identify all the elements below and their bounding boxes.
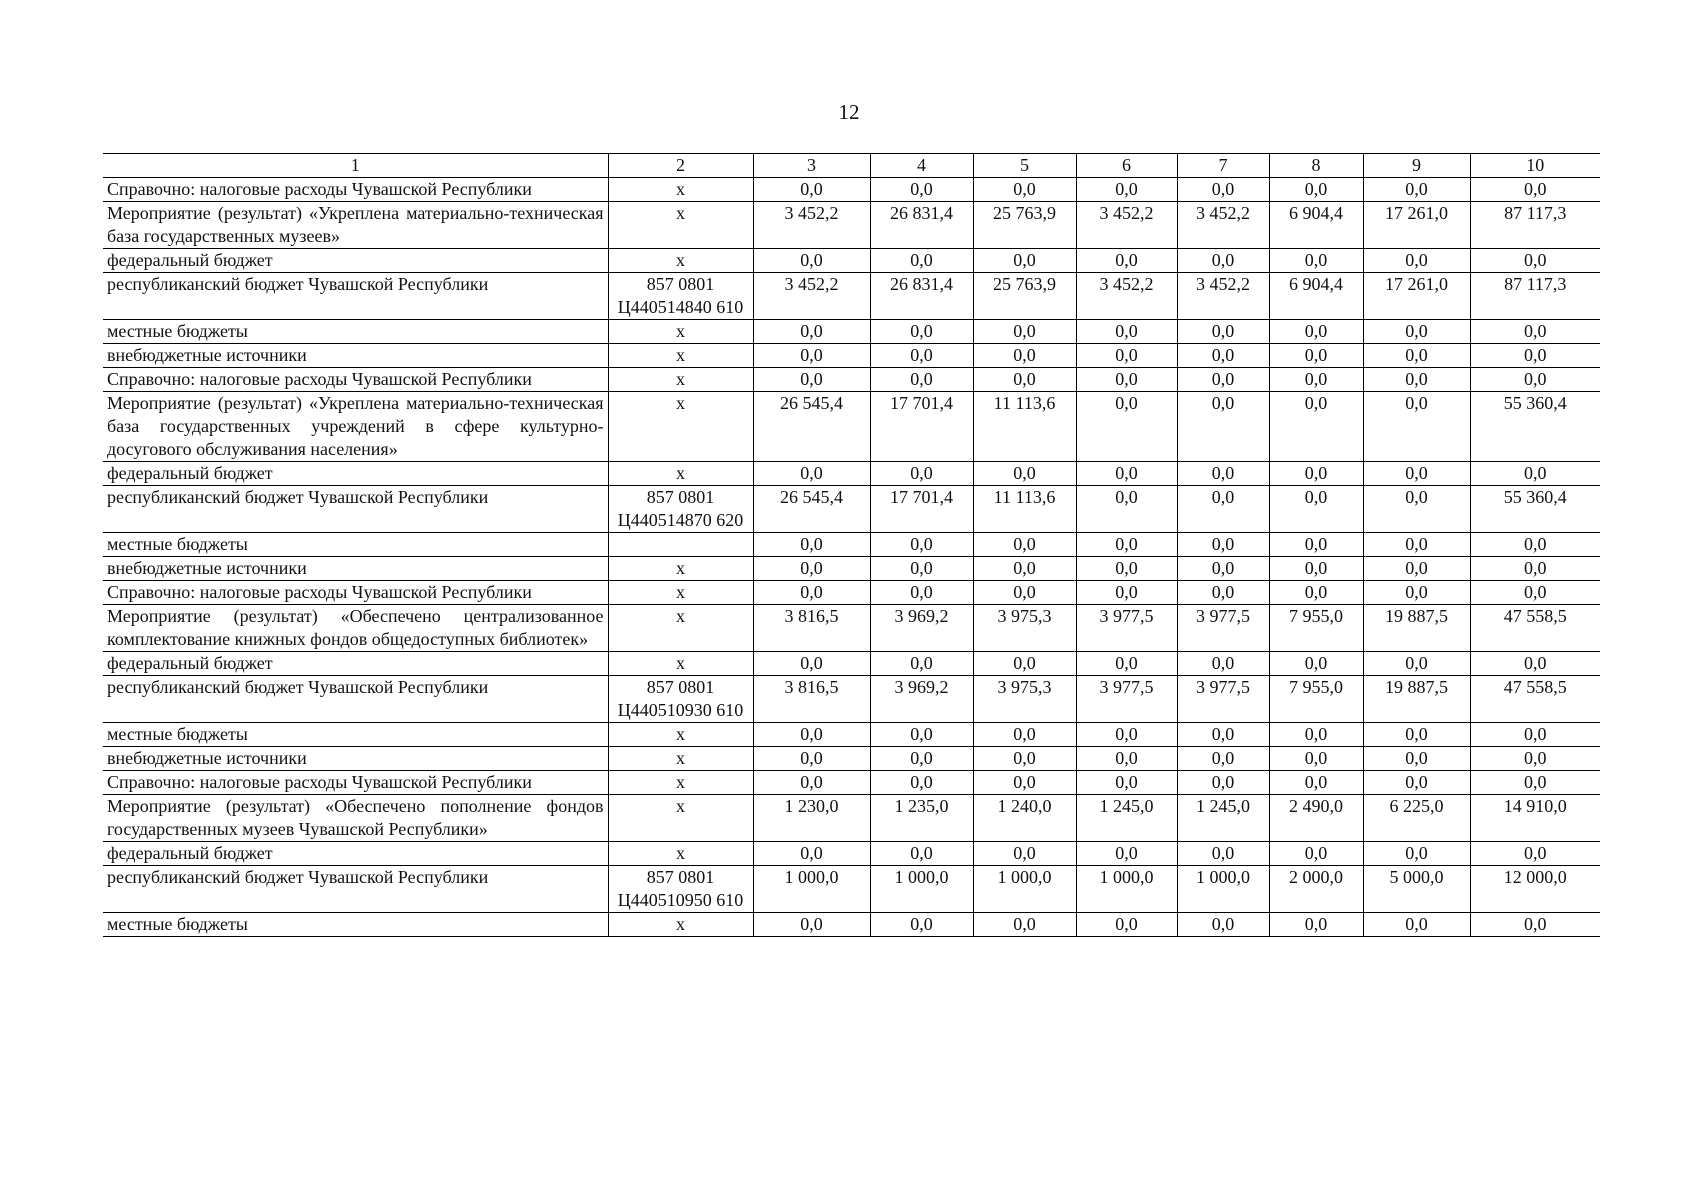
row-name-cell: федеральный бюджет xyxy=(103,842,608,866)
value-cell-col-3: 0,0 xyxy=(753,842,870,866)
value-cell-col-7: 3 977,5 xyxy=(1177,605,1269,652)
value-cell-col-4: 0,0 xyxy=(870,368,973,392)
header-cell: 4 xyxy=(870,154,973,178)
value-cell-col-7: 0,0 xyxy=(1177,652,1269,676)
table-row xyxy=(103,368,1600,392)
value-cell-col-4: 0,0 xyxy=(870,747,973,771)
value-cell-col-3: 26 545,4 xyxy=(753,392,870,462)
value-cell-col-9: 17 261,0 xyxy=(1363,273,1470,320)
value-cell-col-4: 3 969,2 xyxy=(870,676,973,723)
value-cell-col-10: 0,0 xyxy=(1470,771,1600,795)
value-cell-col-7: 3 452,2 xyxy=(1177,273,1269,320)
table-row xyxy=(103,392,1600,462)
value-cell-col-7: 0,0 xyxy=(1177,368,1269,392)
value-cell-col-10: 55 360,4 xyxy=(1470,486,1600,533)
value-cell-col-9: 19 887,5 xyxy=(1363,605,1470,652)
budget-code-cell: х xyxy=(608,652,753,676)
value-cell-col-4: 0,0 xyxy=(870,320,973,344)
budget-code-cell: х xyxy=(608,249,753,273)
value-cell-col-7: 0,0 xyxy=(1177,249,1269,273)
row-name-cell: местные бюджеты xyxy=(103,913,608,937)
value-cell-col-5: 0,0 xyxy=(973,581,1076,605)
value-cell-col-3: 0,0 xyxy=(753,533,870,557)
budget-code-cell: х xyxy=(608,605,753,652)
budget-code-cell: х xyxy=(608,581,753,605)
budget-code-cell: х xyxy=(608,320,753,344)
value-cell-col-8: 0,0 xyxy=(1269,723,1363,747)
value-cell-col-5: 3 975,3 xyxy=(973,676,1076,723)
value-cell-col-4: 0,0 xyxy=(870,842,973,866)
value-cell-col-7: 0,0 xyxy=(1177,344,1269,368)
budget-code-cell: х xyxy=(608,747,753,771)
value-cell-col-9: 0,0 xyxy=(1363,723,1470,747)
value-cell-col-7: 0,0 xyxy=(1177,747,1269,771)
table-row xyxy=(103,581,1600,605)
value-cell-col-6: 0,0 xyxy=(1076,842,1177,866)
value-cell-col-7: 0,0 xyxy=(1177,392,1269,462)
value-cell-col-4: 0,0 xyxy=(870,771,973,795)
value-cell-col-4: 17 701,4 xyxy=(870,486,973,533)
value-cell-col-8: 0,0 xyxy=(1269,249,1363,273)
value-cell-col-8: 2 000,0 xyxy=(1269,866,1363,913)
value-cell-col-3: 0,0 xyxy=(753,913,870,937)
table-row xyxy=(103,486,1600,533)
value-cell-col-9: 0,0 xyxy=(1363,368,1470,392)
value-cell-col-3: 3 452,2 xyxy=(753,202,870,249)
row-name-cell: местные бюджеты xyxy=(103,723,608,747)
value-cell-col-8: 2 490,0 xyxy=(1269,795,1363,842)
value-cell-col-5: 0,0 xyxy=(973,368,1076,392)
value-cell-col-10: 0,0 xyxy=(1470,368,1600,392)
budget-code-cell: 857 0801 Ц440510950 610 xyxy=(608,866,753,913)
budget-code-cell: 857 0801 Ц440514870 620 xyxy=(608,486,753,533)
value-cell-col-8: 6 904,4 xyxy=(1269,273,1363,320)
value-cell-col-6: 3 977,5 xyxy=(1076,676,1177,723)
row-name-cell: республиканский бюджет Чувашской Республики xyxy=(103,273,608,320)
table-row xyxy=(103,273,1600,320)
value-cell-col-6: 3 452,2 xyxy=(1076,202,1177,249)
row-name-cell: Мероприятие (результат) «Обеспечено централизованное комплектование книжных фондов общедоступных библиотек» xyxy=(103,605,608,652)
value-cell-col-6: 0,0 xyxy=(1076,462,1177,486)
value-cell-col-3: 26 545,4 xyxy=(753,486,870,533)
page-number: 12 xyxy=(838,100,860,124)
row-name-cell: федеральный бюджет xyxy=(103,652,608,676)
row-name-cell: внебюджетные источники xyxy=(103,747,608,771)
table-row xyxy=(103,913,1600,937)
value-cell-col-7: 0,0 xyxy=(1177,178,1269,202)
value-cell-col-3: 0,0 xyxy=(753,344,870,368)
value-cell-col-9: 19 887,5 xyxy=(1363,676,1470,723)
row-name-cell: республиканский бюджет Чувашской Республики xyxy=(103,676,608,723)
value-cell-col-3: 0,0 xyxy=(753,771,870,795)
header-cell: 3 xyxy=(753,154,870,178)
budget-code-cell: 857 0801 Ц440514840 610 xyxy=(608,273,753,320)
value-cell-col-10: 0,0 xyxy=(1470,320,1600,344)
budget-code-cell: 857 0801 Ц440510930 610 xyxy=(608,676,753,723)
value-cell-col-8: 0,0 xyxy=(1269,368,1363,392)
value-cell-col-10: 0,0 xyxy=(1470,913,1600,937)
value-cell-col-6: 0,0 xyxy=(1076,581,1177,605)
value-cell-col-10: 12 000,0 xyxy=(1470,866,1600,913)
value-cell-col-6: 0,0 xyxy=(1076,747,1177,771)
budget-code-cell xyxy=(608,533,753,557)
value-cell-col-8: 0,0 xyxy=(1269,747,1363,771)
value-cell-col-6: 3 977,5 xyxy=(1076,605,1177,652)
budget-table xyxy=(103,153,1600,937)
value-cell-col-5: 0,0 xyxy=(973,178,1076,202)
value-cell-col-9: 0,0 xyxy=(1363,392,1470,462)
value-cell-col-10: 0,0 xyxy=(1470,249,1600,273)
value-cell-col-8: 7 955,0 xyxy=(1269,605,1363,652)
value-cell-col-4: 0,0 xyxy=(870,462,973,486)
value-cell-col-8: 0,0 xyxy=(1269,462,1363,486)
value-cell-col-7: 1 245,0 xyxy=(1177,795,1269,842)
header-cell: 5 xyxy=(973,154,1076,178)
value-cell-col-4: 1 000,0 xyxy=(870,866,973,913)
value-cell-col-6: 0,0 xyxy=(1076,771,1177,795)
budget-code-cell: х xyxy=(608,462,753,486)
value-cell-col-4: 17 701,4 xyxy=(870,392,973,462)
value-cell-col-5: 0,0 xyxy=(973,533,1076,557)
value-cell-col-8: 0,0 xyxy=(1269,652,1363,676)
value-cell-col-4: 0,0 xyxy=(870,581,973,605)
row-name-cell: Справочно: налоговые расходы Чувашской Республики xyxy=(103,368,608,392)
value-cell-col-5: 0,0 xyxy=(973,249,1076,273)
value-cell-col-7: 3 977,5 xyxy=(1177,676,1269,723)
value-cell-col-10: 0,0 xyxy=(1470,747,1600,771)
row-name-cell: местные бюджеты xyxy=(103,533,608,557)
value-cell-col-8: 0,0 xyxy=(1269,392,1363,462)
value-cell-col-8: 0,0 xyxy=(1269,771,1363,795)
value-cell-col-3: 0,0 xyxy=(753,178,870,202)
value-cell-col-9: 0,0 xyxy=(1363,533,1470,557)
table-row xyxy=(103,842,1600,866)
row-name-cell: Справочно: налоговые расходы Чувашской Республики xyxy=(103,771,608,795)
row-name-cell: Мероприятие (результат) «Укреплена материально-техническая база государственных музеев» xyxy=(103,202,608,249)
value-cell-col-3: 3 816,5 xyxy=(753,605,870,652)
value-cell-col-8: 0,0 xyxy=(1269,533,1363,557)
value-cell-col-9: 0,0 xyxy=(1363,462,1470,486)
value-cell-col-6: 0,0 xyxy=(1076,723,1177,747)
table-row xyxy=(103,795,1600,842)
value-cell-col-7: 0,0 xyxy=(1177,533,1269,557)
value-cell-col-9: 0,0 xyxy=(1363,581,1470,605)
value-cell-col-4: 0,0 xyxy=(870,344,973,368)
value-cell-col-9: 0,0 xyxy=(1363,747,1470,771)
value-cell-col-6: 0,0 xyxy=(1076,533,1177,557)
value-cell-col-7: 0,0 xyxy=(1177,486,1269,533)
budget-code-cell: х xyxy=(608,557,753,581)
value-cell-col-3: 0,0 xyxy=(753,249,870,273)
budget-code-cell: х xyxy=(608,344,753,368)
value-cell-col-10: 47 558,5 xyxy=(1470,676,1600,723)
row-name-cell: Мероприятие (результат) «Обеспечено пополнение фондов государственных музеев Чувашской Республики» xyxy=(103,795,608,842)
value-cell-col-7: 0,0 xyxy=(1177,557,1269,581)
header-cell: 1 xyxy=(103,154,608,178)
value-cell-col-3: 0,0 xyxy=(753,723,870,747)
value-cell-col-4: 0,0 xyxy=(870,557,973,581)
value-cell-col-10: 0,0 xyxy=(1470,178,1600,202)
value-cell-col-10: 0,0 xyxy=(1470,842,1600,866)
value-cell-col-8: 6 904,4 xyxy=(1269,202,1363,249)
table-row xyxy=(103,320,1600,344)
value-cell-col-4: 26 831,4 xyxy=(870,202,973,249)
value-cell-col-6: 1 245,0 xyxy=(1076,795,1177,842)
value-cell-col-3: 0,0 xyxy=(753,462,870,486)
table-row xyxy=(103,178,1600,202)
value-cell-col-10: 0,0 xyxy=(1470,581,1600,605)
table-row xyxy=(103,652,1600,676)
value-cell-col-8: 0,0 xyxy=(1269,842,1363,866)
value-cell-col-4: 0,0 xyxy=(870,533,973,557)
value-cell-col-5: 1 000,0 xyxy=(973,866,1076,913)
value-cell-col-9: 0,0 xyxy=(1363,249,1470,273)
value-cell-col-6: 0,0 xyxy=(1076,368,1177,392)
value-cell-col-7: 0,0 xyxy=(1177,462,1269,486)
budget-code-cell: х xyxy=(608,913,753,937)
value-cell-col-8: 0,0 xyxy=(1269,581,1363,605)
value-cell-col-6: 0,0 xyxy=(1076,344,1177,368)
value-cell-col-8: 0,0 xyxy=(1269,320,1363,344)
value-cell-col-5: 0,0 xyxy=(973,652,1076,676)
budget-code-cell: х xyxy=(608,392,753,462)
value-cell-col-8: 0,0 xyxy=(1269,344,1363,368)
budget-code-cell: х xyxy=(608,723,753,747)
value-cell-col-3: 0,0 xyxy=(753,368,870,392)
table-row xyxy=(103,462,1600,486)
value-cell-col-3: 3 816,5 xyxy=(753,676,870,723)
value-cell-col-4: 26 831,4 xyxy=(870,273,973,320)
value-cell-col-4: 0,0 xyxy=(870,652,973,676)
value-cell-col-10: 14 910,0 xyxy=(1470,795,1600,842)
budget-code-cell: х xyxy=(608,202,753,249)
value-cell-col-10: 0,0 xyxy=(1470,557,1600,581)
value-cell-col-7: 0,0 xyxy=(1177,771,1269,795)
table-body xyxy=(103,154,1600,937)
value-cell-col-10: 55 360,4 xyxy=(1470,392,1600,462)
value-cell-col-9: 0,0 xyxy=(1363,652,1470,676)
row-name-cell: республиканский бюджет Чувашской Республики xyxy=(103,486,608,533)
value-cell-col-6: 0,0 xyxy=(1076,320,1177,344)
value-cell-col-6: 0,0 xyxy=(1076,178,1177,202)
value-cell-col-4: 0,0 xyxy=(870,723,973,747)
value-cell-col-9: 0,0 xyxy=(1363,771,1470,795)
value-cell-col-3: 3 452,2 xyxy=(753,273,870,320)
value-cell-col-5: 1 240,0 xyxy=(973,795,1076,842)
table-row xyxy=(103,249,1600,273)
value-cell-col-5: 11 113,6 xyxy=(973,486,1076,533)
value-cell-col-7: 1 000,0 xyxy=(1177,866,1269,913)
value-cell-col-9: 5 000,0 xyxy=(1363,866,1470,913)
value-cell-col-8: 0,0 xyxy=(1269,178,1363,202)
value-cell-col-3: 0,0 xyxy=(753,652,870,676)
value-cell-col-10: 0,0 xyxy=(1470,462,1600,486)
value-cell-col-5: 25 763,9 xyxy=(973,202,1076,249)
value-cell-col-10: 0,0 xyxy=(1470,723,1600,747)
value-cell-col-9: 0,0 xyxy=(1363,842,1470,866)
value-cell-col-6: 0,0 xyxy=(1076,652,1177,676)
table-row xyxy=(103,723,1600,747)
value-cell-col-7: 0,0 xyxy=(1177,842,1269,866)
table-row xyxy=(103,202,1600,249)
value-cell-col-3: 0,0 xyxy=(753,557,870,581)
value-cell-col-5: 25 763,9 xyxy=(973,273,1076,320)
value-cell-col-7: 0,0 xyxy=(1177,581,1269,605)
value-cell-col-3: 1 000,0 xyxy=(753,866,870,913)
value-cell-col-6: 0,0 xyxy=(1076,392,1177,462)
header-cell: 6 xyxy=(1076,154,1177,178)
table-row xyxy=(103,771,1600,795)
value-cell-col-7: 0,0 xyxy=(1177,320,1269,344)
table-row xyxy=(103,344,1600,368)
value-cell-col-5: 11 113,6 xyxy=(973,392,1076,462)
table-row xyxy=(103,605,1600,652)
row-name-cell: Справочно: налоговые расходы Чувашской Республики xyxy=(103,178,608,202)
value-cell-col-9: 0,0 xyxy=(1363,344,1470,368)
value-cell-col-3: 0,0 xyxy=(753,747,870,771)
value-cell-col-5: 0,0 xyxy=(973,462,1076,486)
value-cell-col-5: 0,0 xyxy=(973,320,1076,344)
value-cell-col-6: 3 452,2 xyxy=(1076,273,1177,320)
value-cell-col-7: 0,0 xyxy=(1177,913,1269,937)
value-cell-col-9: 0,0 xyxy=(1363,486,1470,533)
row-name-cell: внебюджетные источники xyxy=(103,344,608,368)
value-cell-col-10: 0,0 xyxy=(1470,533,1600,557)
value-cell-col-5: 0,0 xyxy=(973,344,1076,368)
row-name-cell: Мероприятие (результат) «Укреплена материально-техническая база государственных учреждений в сфере культурно-досугового обслуживания населения» xyxy=(103,392,608,462)
value-cell-col-5: 0,0 xyxy=(973,747,1076,771)
value-cell-col-8: 7 955,0 xyxy=(1269,676,1363,723)
value-cell-col-5: 0,0 xyxy=(973,771,1076,795)
row-name-cell: федеральный бюджет xyxy=(103,249,608,273)
table-row xyxy=(103,557,1600,581)
value-cell-col-3: 1 230,0 xyxy=(753,795,870,842)
header-cell: 9 xyxy=(1363,154,1470,178)
value-cell-col-10: 87 117,3 xyxy=(1470,273,1600,320)
table-row xyxy=(103,533,1600,557)
row-name-cell: внебюджетные источники xyxy=(103,557,608,581)
value-cell-col-4: 1 235,0 xyxy=(870,795,973,842)
table-row xyxy=(103,866,1600,913)
budget-code-cell: х xyxy=(608,178,753,202)
budget-code-cell: х xyxy=(608,795,753,842)
value-cell-col-3: 0,0 xyxy=(753,320,870,344)
value-cell-col-4: 0,0 xyxy=(870,178,973,202)
value-cell-col-8: 0,0 xyxy=(1269,486,1363,533)
value-cell-col-6: 1 000,0 xyxy=(1076,866,1177,913)
value-cell-col-5: 0,0 xyxy=(973,557,1076,581)
header-cell: 8 xyxy=(1269,154,1363,178)
budget-code-cell: х xyxy=(608,842,753,866)
value-cell-col-9: 17 261,0 xyxy=(1363,202,1470,249)
value-cell-col-4: 0,0 xyxy=(870,913,973,937)
row-name-cell: федеральный бюджет xyxy=(103,462,608,486)
value-cell-col-5: 0,0 xyxy=(973,913,1076,937)
value-cell-col-6: 0,0 xyxy=(1076,913,1177,937)
value-cell-col-6: 0,0 xyxy=(1076,249,1177,273)
budget-code-cell: х xyxy=(608,771,753,795)
value-cell-col-6: 0,0 xyxy=(1076,486,1177,533)
value-cell-col-8: 0,0 xyxy=(1269,913,1363,937)
value-cell-col-4: 3 969,2 xyxy=(870,605,973,652)
header-row xyxy=(103,154,1600,178)
value-cell-col-9: 0,0 xyxy=(1363,557,1470,581)
value-cell-col-3: 0,0 xyxy=(753,581,870,605)
value-cell-col-10: 87 117,3 xyxy=(1470,202,1600,249)
value-cell-col-5: 0,0 xyxy=(973,723,1076,747)
value-cell-col-9: 6 225,0 xyxy=(1363,795,1470,842)
value-cell-col-5: 3 975,3 xyxy=(973,605,1076,652)
header-cell: 10 xyxy=(1470,154,1600,178)
table-row xyxy=(103,747,1600,771)
header-cell: 7 xyxy=(1177,154,1269,178)
value-cell-col-4: 0,0 xyxy=(870,249,973,273)
value-cell-col-10: 0,0 xyxy=(1470,344,1600,368)
value-cell-col-6: 0,0 xyxy=(1076,557,1177,581)
row-name-cell: местные бюджеты xyxy=(103,320,608,344)
value-cell-col-9: 0,0 xyxy=(1363,320,1470,344)
budget-code-cell: х xyxy=(608,368,753,392)
value-cell-col-7: 0,0 xyxy=(1177,723,1269,747)
header-cell: 2 xyxy=(608,154,753,178)
value-cell-col-10: 0,0 xyxy=(1470,652,1600,676)
value-cell-col-9: 0,0 xyxy=(1363,178,1470,202)
value-cell-col-10: 47 558,5 xyxy=(1470,605,1600,652)
value-cell-col-7: 3 452,2 xyxy=(1177,202,1269,249)
table-row xyxy=(103,676,1600,723)
value-cell-col-8: 0,0 xyxy=(1269,557,1363,581)
value-cell-col-5: 0,0 xyxy=(973,842,1076,866)
value-cell-col-9: 0,0 xyxy=(1363,913,1470,937)
row-name-cell: республиканский бюджет Чувашской Республики xyxy=(103,866,608,913)
row-name-cell: Справочно: налоговые расходы Чувашской Республики xyxy=(103,581,608,605)
